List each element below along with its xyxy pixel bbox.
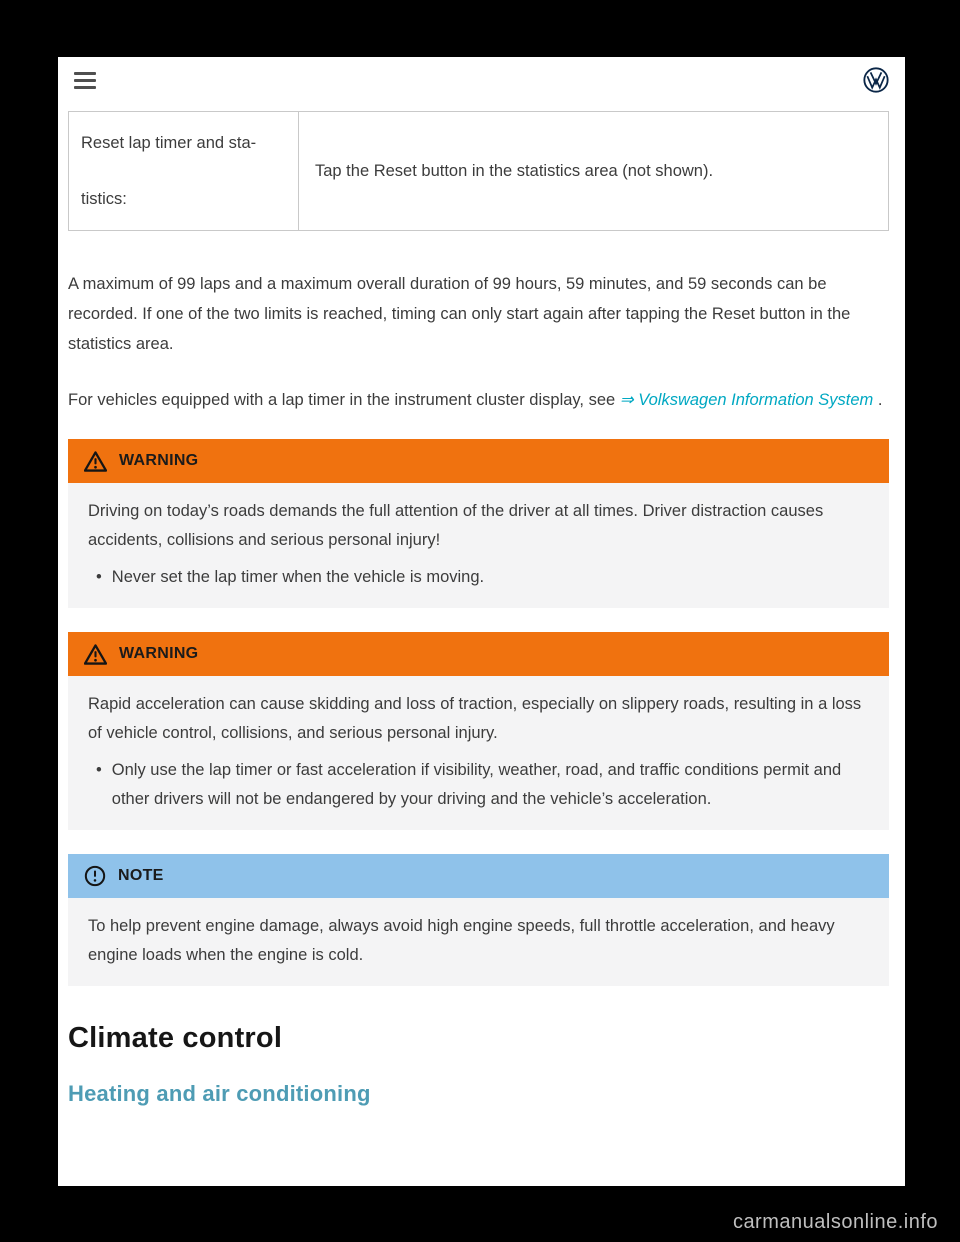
subsection-heading-heating-ac: Heating and air conditioning — [68, 1081, 371, 1106]
warning-header — [68, 439, 889, 483]
note-header — [68, 854, 889, 898]
warning-body — [68, 483, 889, 608]
see-also-text: For vehicles equipped with a lap timer in the instrument cluster display, see — [68, 391, 620, 409]
warning-bullet-list — [88, 563, 869, 592]
note-body — [68, 898, 889, 986]
paragraph-see-also — [68, 385, 889, 415]
hamburger-menu-icon[interactable] — [74, 72, 96, 89]
list-item — [88, 756, 869, 814]
warning-text: Driving on today’s roads demands the full attention of the driver at all times. Driver distraction causes accidents, collisions and serious personal injury! — [88, 502, 824, 549]
note-text: To help prevent engine damage, always avoid high engine speeds, full throttle acceleration, and heavy engine loads when the engine is cold. — [88, 917, 835, 964]
see-also-period: . — [873, 391, 883, 409]
volkswagen-information-system-link[interactable]: ⇒ Volkswagen Information System — [619, 391, 874, 409]
note-exclamation-circle-icon — [84, 865, 106, 887]
note-title: NOTE — [118, 867, 164, 884]
section-heading-climate-control: Climate control — [68, 1022, 283, 1054]
table-label-line1: Reset lap timer and sta- — [81, 134, 257, 152]
table-cell-label — [69, 112, 299, 231]
warning-title: WARNING — [119, 452, 199, 469]
warning-title: WARNING — [119, 645, 199, 662]
bullet-text: Never set the lap timer when the vehicle is moving. — [111, 568, 485, 586]
watermark: carmanualsonline.info — [732, 1211, 938, 1233]
page-content — [58, 111, 905, 1107]
lap-timer-table — [68, 111, 889, 231]
bullet-icon: • — [96, 568, 102, 586]
table-label-line2: tistics: — [81, 190, 127, 208]
warning-block-1 — [68, 439, 889, 608]
vw-logo-icon[interactable] — [863, 67, 889, 93]
warning-triangle-icon — [84, 451, 107, 472]
warning-block-2 — [68, 632, 889, 830]
manual-page — [58, 57, 905, 1186]
table-cell-value: Tap the Reset button in the statistics area (not shown). — [299, 112, 889, 231]
warning-body — [68, 676, 889, 830]
list-item — [88, 563, 869, 592]
warning-text: Rapid acceleration can cause skidding and loss of traction, especially on slippery roads, resulting in a loss of vehicle control, collisions, and serious personal injury. — [88, 695, 862, 742]
bullet-icon: • — [96, 761, 102, 779]
top-bar — [58, 57, 905, 103]
warning-triangle-icon — [84, 644, 107, 665]
paragraph-lap-limits: A maximum of 99 laps and a maximum overall duration of 99 hours, 59 minutes, and 59 seconds can be recorded. If one of the two limits is reached, timing can only start again after tapping the Reset button in the statistics area. — [68, 275, 851, 353]
table-row — [69, 112, 889, 231]
warning-header — [68, 632, 889, 676]
warning-bullet-list — [88, 756, 869, 814]
note-block — [68, 854, 889, 986]
bullet-text: Only use the lap timer or fast acceleration if visibility, weather, road, and traffic conditions permit and other drivers will not be endangered by your driving and the vehicle’s acceleration. — [111, 761, 842, 808]
